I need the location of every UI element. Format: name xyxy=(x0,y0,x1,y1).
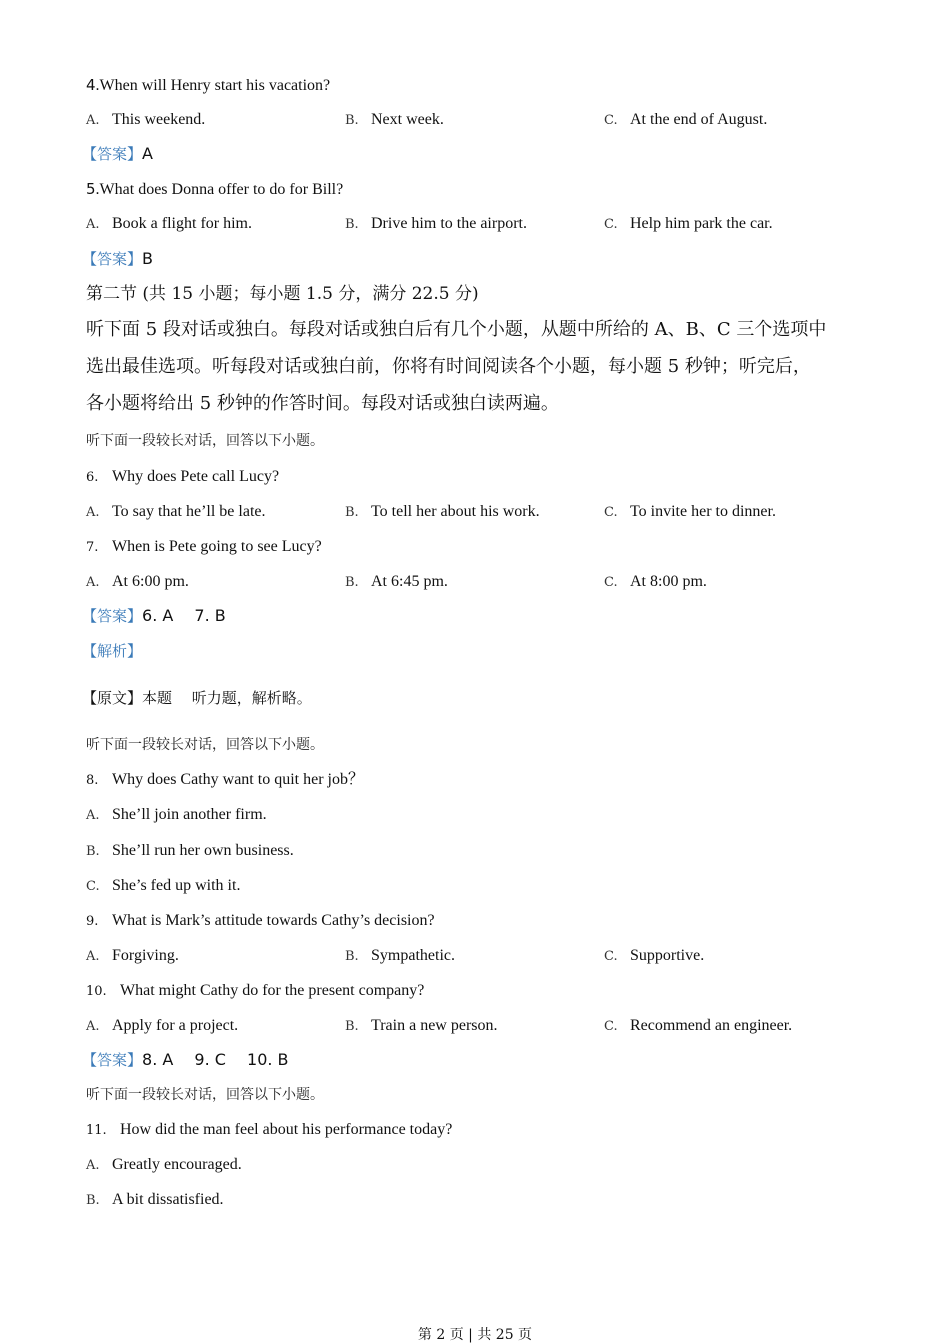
answer-line xyxy=(82,144,153,165)
answer-value: A xyxy=(142,144,153,163)
option-text: This weekend. xyxy=(112,111,206,128)
answer-value: 6. A 7. B xyxy=(142,606,226,625)
question-4 xyxy=(86,75,330,96)
option-label: A. xyxy=(86,505,100,520)
instructions-line: 听下面 5 段对话或独白。每段对话或独白后有几个小题，从题中所给的 A、B、C 三个选项中 xyxy=(86,319,827,340)
question-text: What might Cathy do for the present company? xyxy=(120,982,425,999)
question-text: How did the man feel about his performance today? xyxy=(120,1121,453,1138)
option-label: A. xyxy=(86,113,100,128)
answer-line xyxy=(82,249,153,270)
option-label: A. xyxy=(86,808,100,823)
option-label: C. xyxy=(604,113,618,128)
option-label: C. xyxy=(86,879,100,894)
question-number: 8. xyxy=(86,773,99,788)
option-label: B. xyxy=(345,217,359,232)
question-number: 6. xyxy=(86,470,99,485)
question-text: What is Mark’s attitude towards Cathy’s decision? xyxy=(112,912,435,929)
option-text: At 8:00 pm. xyxy=(630,573,707,590)
answer-value: B xyxy=(142,249,153,268)
option-text: She’ll run her own business. xyxy=(112,842,294,859)
option-a xyxy=(86,1016,238,1037)
option-text: To tell her about his work. xyxy=(371,503,540,520)
answer-line xyxy=(82,1050,289,1071)
option-label: B. xyxy=(345,113,359,128)
option-text: Recommend an engineer. xyxy=(630,1017,793,1034)
option-c xyxy=(604,214,773,235)
option-label: B. xyxy=(345,575,359,590)
option-b xyxy=(345,946,455,967)
option-c xyxy=(604,946,704,967)
section-title: 第二节 (共 15 小题；每小题 1.5 分，满分 22.5 分) xyxy=(86,284,479,304)
question-text: .When will Henry start his vacation? xyxy=(95,77,331,94)
option-text: At 6:00 pm. xyxy=(112,573,189,590)
option-label: A. xyxy=(86,575,100,590)
option-label: C. xyxy=(604,217,618,232)
option-c xyxy=(604,572,707,593)
option-text: Forgiving. xyxy=(112,947,179,964)
option-b xyxy=(86,841,294,862)
option-b xyxy=(345,502,540,523)
option-text: To invite her to dinner. xyxy=(630,503,776,520)
option-text: Sympathetic. xyxy=(371,947,455,964)
option-b xyxy=(345,1016,498,1037)
question-text: When is Pete going to see Lucy? xyxy=(112,538,322,555)
option-c xyxy=(604,110,767,131)
question-number: 4 xyxy=(86,76,96,94)
answer-tag: 【答案】 xyxy=(82,250,143,268)
question-10 xyxy=(86,981,424,1002)
question-11 xyxy=(86,1120,452,1141)
option-label: A. xyxy=(86,1019,100,1034)
option-label: C. xyxy=(604,505,618,520)
option-c xyxy=(604,502,776,523)
question-6 xyxy=(86,467,279,488)
dialog-intro: 听下面一段较长对话，回答以下小题。 xyxy=(86,1087,324,1103)
option-label: B. xyxy=(86,844,100,859)
option-text: Help him park the car. xyxy=(630,215,773,232)
option-text: Supportive. xyxy=(630,947,705,964)
option-text: A bit dissatisfied. xyxy=(112,1191,224,1208)
option-label: B. xyxy=(86,1193,100,1208)
question-8 xyxy=(86,770,364,791)
option-text: Greatly encouraged. xyxy=(112,1156,242,1173)
answer-tag: 【答案】 xyxy=(82,1051,143,1069)
question-number: 11. xyxy=(86,1123,107,1138)
instructions-line: 选出最佳选项。听每段对话或独白前，你将有时间阅读各个小题，每小题 5 秒钟；听完后， xyxy=(86,356,811,377)
option-b xyxy=(86,1190,224,1211)
option-text: Drive him to the airport. xyxy=(371,215,527,232)
option-label: C. xyxy=(604,949,618,964)
option-label: B. xyxy=(345,1019,359,1034)
option-label: A. xyxy=(86,1158,100,1173)
question-7 xyxy=(86,537,322,558)
question-number: 10. xyxy=(86,984,107,999)
option-a xyxy=(86,946,179,967)
option-a xyxy=(86,502,266,523)
question-number: 5 xyxy=(86,180,96,198)
option-c xyxy=(604,1016,792,1037)
option-b xyxy=(345,110,444,131)
option-text: Next week. xyxy=(371,111,444,128)
option-text: She’s fed up with it. xyxy=(112,877,241,894)
question-text: Why does Cathy want to quit her job？ xyxy=(112,771,364,788)
option-a xyxy=(86,1155,242,1176)
original-text: 【原文】本题 听力题，解析略。 xyxy=(82,689,312,707)
option-text: At the end of August. xyxy=(630,111,768,128)
dialog-intro: 听下面一段较长对话，回答以下小题。 xyxy=(86,433,324,449)
question-number: 9. xyxy=(86,914,99,929)
option-text: Book a flight for him. xyxy=(112,215,252,232)
page-footer: 第 2 页 | 共 25 页 xyxy=(417,1327,533,1343)
question-9 xyxy=(86,911,435,932)
question-number: 7. xyxy=(86,540,99,555)
option-text: She’ll join another firm. xyxy=(112,806,267,823)
question-text: Why does Pete call Lucy? xyxy=(112,468,280,485)
option-c xyxy=(86,876,240,897)
option-b xyxy=(345,214,527,235)
option-a xyxy=(86,110,205,131)
answer-tag: 【答案】 xyxy=(82,607,143,625)
option-b xyxy=(345,572,448,593)
option-label: C. xyxy=(604,1019,618,1034)
answer-tag: 【答案】 xyxy=(82,145,143,163)
question-text: .What does Donna offer to do for Bill? xyxy=(95,181,344,198)
option-label: A. xyxy=(86,949,100,964)
option-label: C. xyxy=(604,575,618,590)
dialog-intro: 听下面一段较长对话，回答以下小题。 xyxy=(86,737,324,753)
option-a xyxy=(86,214,252,235)
question-5 xyxy=(86,179,343,200)
instructions-line: 各小题将给出 5 秒钟的作答时间。每段对话或独白读两遍。 xyxy=(86,393,559,414)
option-label: B. xyxy=(345,505,359,520)
answer-line xyxy=(82,606,226,627)
option-text: Train a new person. xyxy=(371,1017,498,1034)
option-label: A. xyxy=(86,217,100,232)
analysis-tag: 【解析】 xyxy=(82,642,143,660)
option-text: At 6:45 pm. xyxy=(371,573,448,590)
option-text: To say that he’ll be late. xyxy=(112,503,266,520)
option-a xyxy=(86,572,189,593)
option-text: Apply for a project. xyxy=(112,1017,239,1034)
option-a xyxy=(86,805,267,826)
answer-value: 8. A 9. C 10. B xyxy=(142,1050,289,1069)
option-label: B. xyxy=(345,949,359,964)
